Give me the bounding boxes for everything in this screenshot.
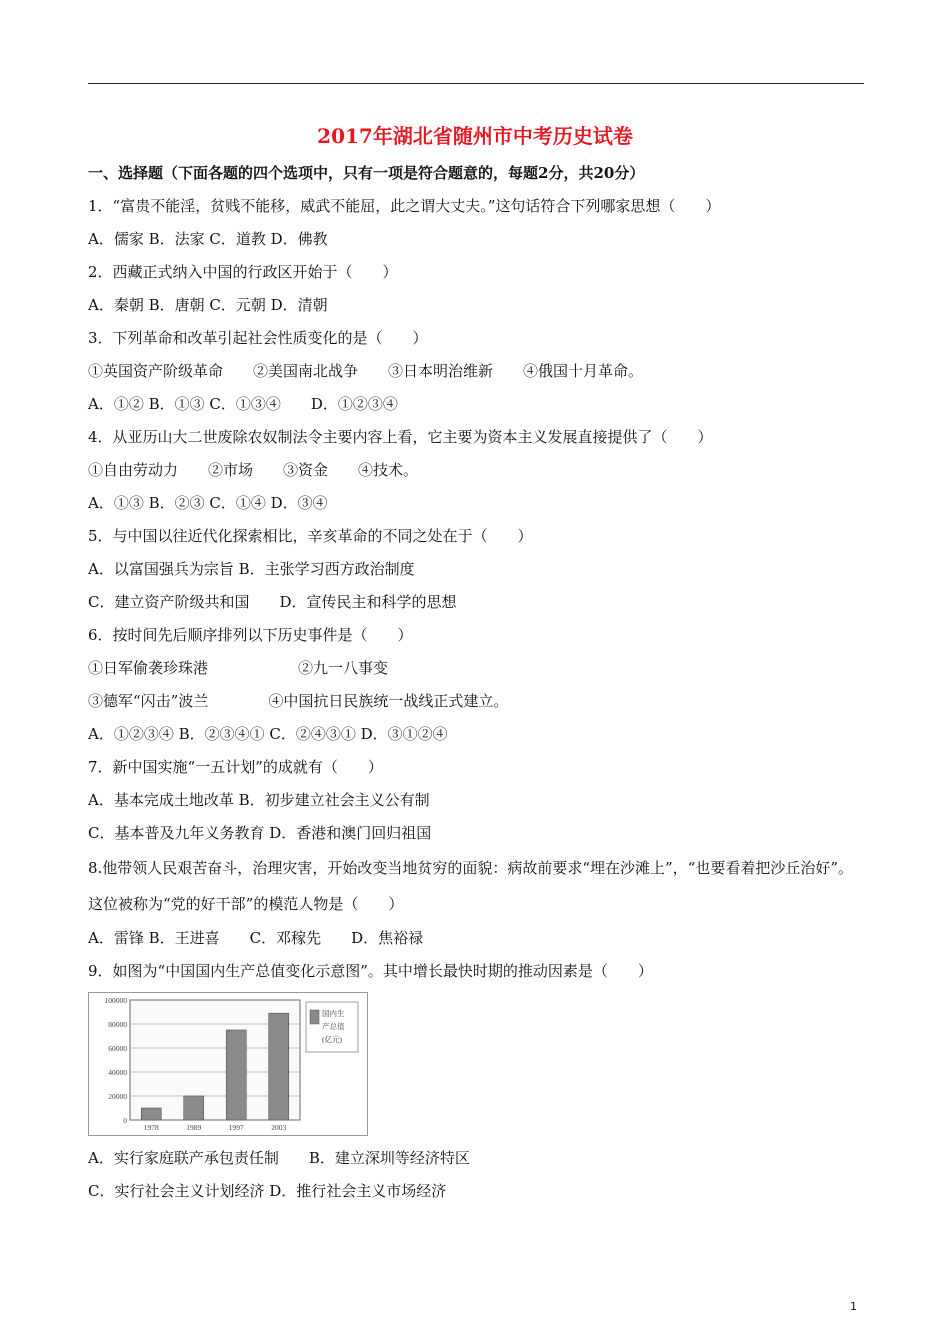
question-9 xyxy=(88,955,868,1208)
y-tick-label: 40000 xyxy=(108,1068,127,1077)
legend-label: 国内生 xyxy=(322,1009,345,1018)
question-options: C．建立资产阶级共和国 D．宣传民主和科学的思想 xyxy=(88,593,457,611)
legend-label: 产总值 xyxy=(322,1022,345,1031)
question-stem: 1．“富贵不能淫，贫贱不能移，威武不能屈，此之谓大丈夫。”这句话符合下列哪家思想（ ） xyxy=(88,197,721,215)
bar-1978 xyxy=(141,1108,161,1120)
x-tick-label: 2003 xyxy=(271,1123,287,1132)
question-3 xyxy=(88,322,868,421)
question-items: ③德军“闪击”波兰 ④中国抗日民族统一战线正式建立。 xyxy=(88,692,509,710)
question-stem: 9．如图为“中国国内生产总值变化示意图”。其中增长最快时期的推动因素是（ ） xyxy=(88,962,653,980)
question-6 xyxy=(88,619,868,751)
question-stem: 7．新中国实施“一五计划”的成就有（ ） xyxy=(88,758,383,776)
question-options: A．①②③④ B．②③④① C．②④③① D．③①②④ xyxy=(88,725,448,743)
question-options: A．基本完成土地改革 B．初步建立社会主义公有制 xyxy=(88,791,430,809)
question-items: ①日军偷袭珍珠港 ②九一八事变 xyxy=(88,659,389,677)
section-heading: 一、选择题（下面各题的四个选项中，只有一项是符合题意的，每题2分，共20分） xyxy=(88,164,645,182)
question-options: A．①② B．①③ C．①③④ D．①②③④ xyxy=(88,395,398,413)
question-4 xyxy=(88,421,868,520)
question-stem: 3．下列革命和改革引起社会性质变化的是（ ） xyxy=(88,329,428,347)
y-tick-label: 20000 xyxy=(108,1092,127,1101)
exam-title: 2017年湖北省随州市中考历史试卷 xyxy=(317,124,633,148)
question-items: ①英国资产阶级革命 ②美国南北战争 ③日本明治维新 ④俄国十月革命。 xyxy=(88,362,644,380)
question-7 xyxy=(88,751,868,850)
x-tick-label: 1978 xyxy=(143,1123,159,1132)
bar-1989 xyxy=(184,1096,204,1120)
y-tick-label: 80000 xyxy=(108,1020,127,1029)
bar-2003 xyxy=(269,1013,289,1120)
y-tick-label: 60000 xyxy=(108,1044,127,1053)
exam-body xyxy=(88,157,868,1208)
question-1 xyxy=(88,190,868,256)
header-rule xyxy=(88,83,864,84)
y-tick-label: 100000 xyxy=(104,996,127,1005)
question-options: C．实行社会主义计划经济 D．推行社会主义市场经济 xyxy=(88,1182,447,1200)
question-options: A．以富国强兵为宗旨 B．主张学习西方政治制度 xyxy=(88,560,415,578)
question-stem: 4．从亚历山大二世废除农奴制法令主要内容上看，它主要为资本主义发展直接提供了（ ） xyxy=(88,428,713,446)
question-options: A．秦朝 B．唐朝 C．元朝 D．清朝 xyxy=(88,296,328,314)
x-tick-label: 1997 xyxy=(228,1123,244,1132)
question-stem: 6．按时间先后顺序排列以下历史事件是（ ） xyxy=(88,626,413,644)
page-number: 1 xyxy=(850,1300,857,1313)
legend-swatch xyxy=(310,1010,319,1024)
question-options: C．基本普及九年义务教育 D．香港和澳门回归祖国 xyxy=(88,824,432,842)
question-8 xyxy=(88,850,868,955)
question-items: ①自由劳动力 ②市场 ③资金 ④技术。 xyxy=(88,461,419,479)
question-options: A．①③ B．②③ C．①④ D．③④ xyxy=(88,494,328,512)
question-stem: 5．与中国以往近代化探索相比，辛亥革命的不同之处在于（ ） xyxy=(88,527,533,545)
gdp-chart-svg xyxy=(88,992,368,1136)
question-options: A．儒家 B．法家 C．道教 D．佛教 xyxy=(88,230,328,248)
question-2 xyxy=(88,256,868,322)
question-5 xyxy=(88,520,868,619)
legend-label: (亿元) xyxy=(322,1035,342,1044)
question-options: A．雷锋 B．王进喜 C．邓稼先 D．焦裕禄 xyxy=(88,929,424,947)
gdp-chart xyxy=(88,992,368,1136)
y-tick-label: 0 xyxy=(123,1116,127,1125)
bar-1997 xyxy=(226,1030,246,1120)
question-options: A．实行家庭联产承包责任制 B．建立深圳等经济特区 xyxy=(88,1149,470,1167)
question-stem: 8.他带领人民艰苦奋斗，治理灾害，开始改变当地贫穷的面貌：病故前要求“埋在沙滩上”，“也要看着把沙丘治好”。这位被称为“党的好干部”的模范人物是（ ） xyxy=(88,859,853,913)
question-stem: 2．西藏正式纳入中国的行政区开始于（ ） xyxy=(88,263,398,281)
x-tick-label: 1989 xyxy=(186,1123,202,1132)
